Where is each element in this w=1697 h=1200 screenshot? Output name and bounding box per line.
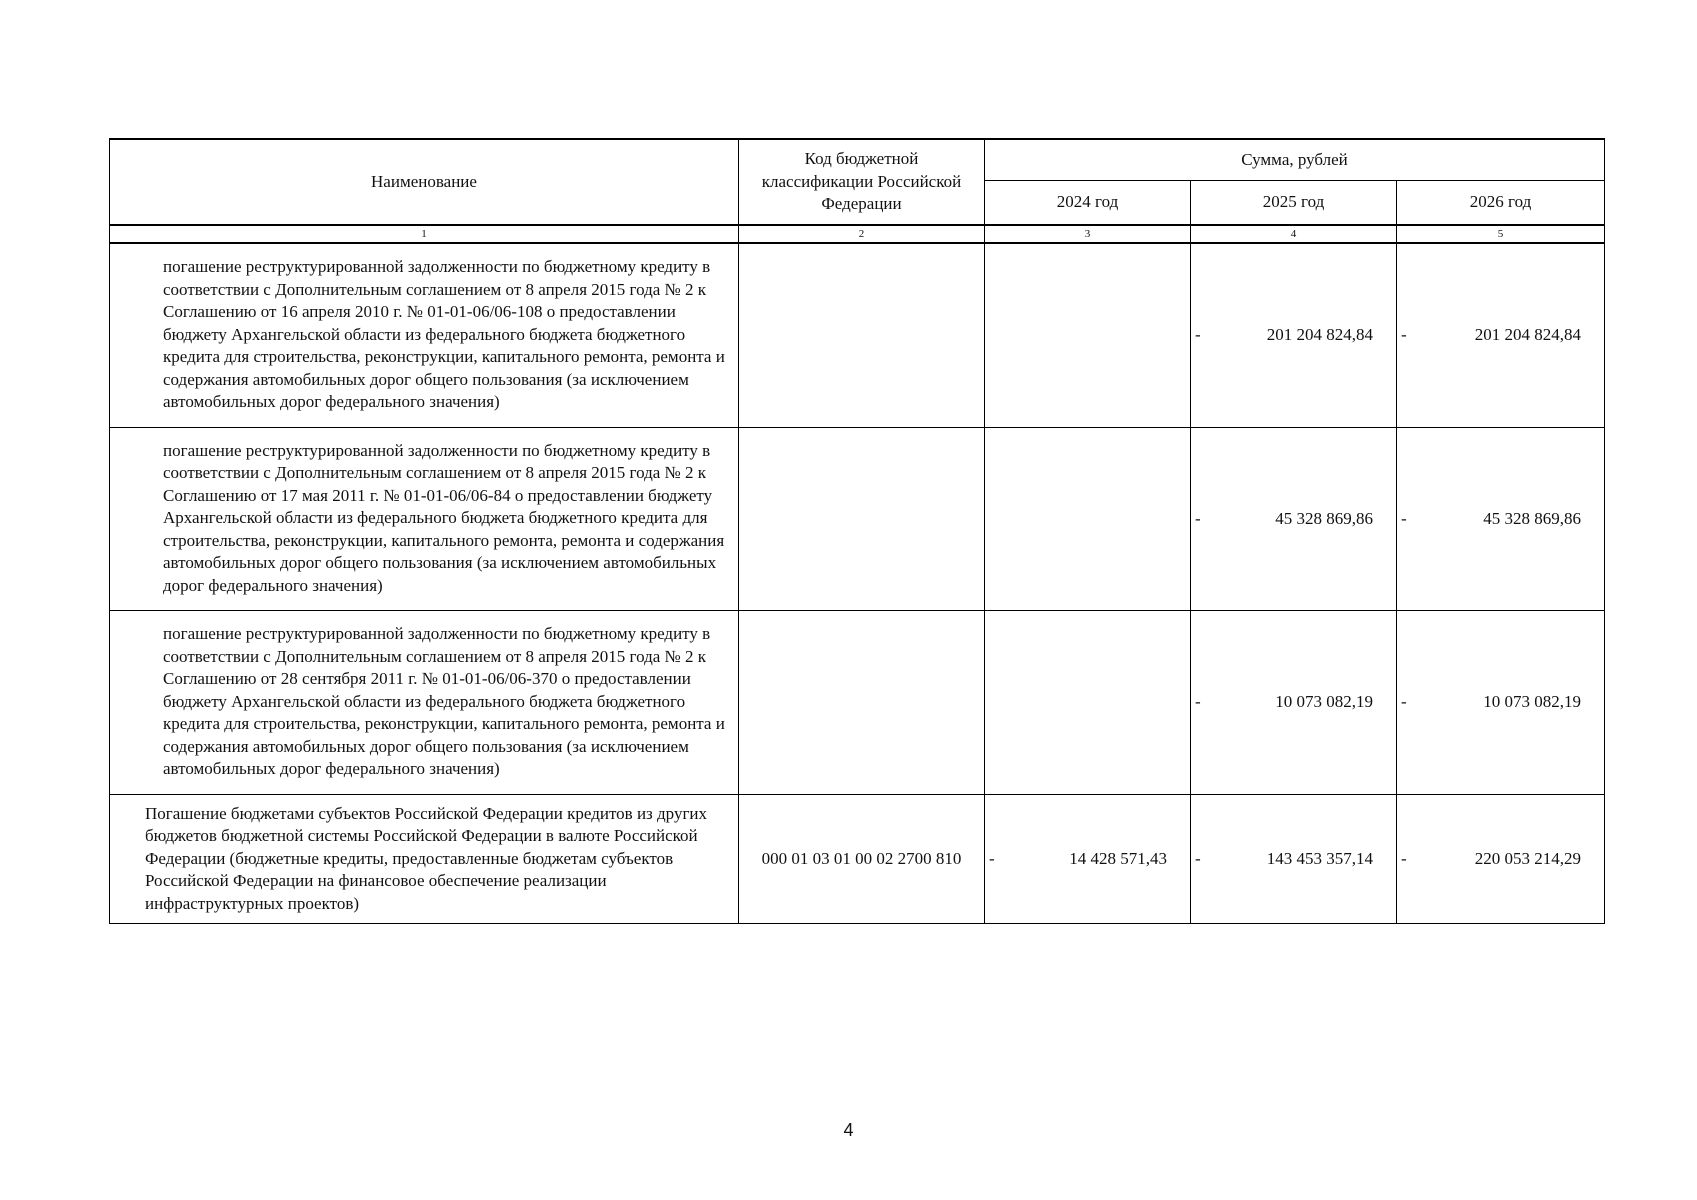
page-number: 4 [843,1120,854,1140]
table-row [110,794,1605,924]
table-row [110,427,1605,611]
amount-value: 143 453 357,14 [1266,848,1373,868]
dash-marker: - [989,848,995,868]
column-number: 4 [1191,225,1397,243]
header-name: Наименование [110,139,739,225]
dash-marker: - [1195,692,1201,711]
amount-value: 201 204 824,84 [1266,325,1373,344]
row-amount-2026 [1397,427,1605,611]
dash-marker: - [1401,848,1407,868]
amount-value: 14 428 571,43 [1069,848,1167,868]
header-year-2024: 2024 год [985,181,1191,226]
table-row [110,611,1605,795]
row-amount-2024 [985,794,1191,924]
row-amount-2025 [1191,611,1397,795]
row-name: погашение реструктурированной задолженности по бюджетному кредиту в соответствии с Дополнительным соглашением от 8 апреля 2015 года № 2 к Соглашению от 17 мая 2011 г. № 01-01-06/06-84 о предоставлении бюджету Архангельской области из федерального бюджета бюджетного кредита для строительства, реконструкции, капитального ремонта, ремонта и содержания автомобильных дорог общего пользования (за исключением автомобильных дорог федерального значения) [110,427,739,611]
budget-table [109,138,1605,924]
amount-value: 45 328 869,86 [1275,508,1373,528]
row-amount-2025 [1191,243,1397,427]
row-code: 000 01 03 01 00 02 2700 810 [739,794,985,924]
amount-value: 45 328 869,86 [1483,508,1582,528]
column-number: 5 [1397,225,1605,243]
amount-value: 220 053 214,29 [1474,848,1582,868]
row-name: погашение реструктурированной задолженности по бюджетному кредиту в соответствии с Дополнительным соглашением от 8 апреля 2015 года № 2 к Соглашению от 28 сентября 2011 г. № 01-01-06/06-370 о предоставлении бюджету Архангельской области из федерального бюджета бюджетного кредита для строительства, реконструкции, капитального ремонта, ремонта и содержания автомобильных дорог общего пользования (за исключением автомобильных дорог федерального значения) [110,611,739,795]
amount-value: 10 073 082,19 [1275,692,1373,711]
row-name: погашение реструктурированной задолженности по бюджетному кредиту в соответствии с Дополнительным соглашением от 8 апреля 2015 года № 2 к Соглашению от 16 апреля 2010 г. № 01-01-06/06-108 о предоставлении бюджету Архангельской области из федерального бюджета бюджетного кредита для строительства, реконструкции, капитального ремонта, ремонта и содержания автомобильных дорог общего пользования (за исключением автомобильных дорог федерального значения) [110,243,739,427]
amount-value: 10 073 082,19 [1483,692,1582,711]
row-amount-2026 [1397,243,1605,427]
column-number: 2 [739,225,985,243]
row-code [739,427,985,611]
row-code [739,611,985,795]
row-amount-2024 [985,611,1191,795]
row-amount-2025 [1191,794,1397,924]
dash-marker: - [1401,692,1407,711]
column-number-row [110,225,1605,243]
header-year-2025: 2025 год [1191,181,1397,226]
row-amount-2024 [985,427,1191,611]
header-year-2026: 2026 год [1397,181,1605,226]
row-amount-2025 [1191,427,1397,611]
row-code [739,243,985,427]
header-sum: Сумма, рублей [985,139,1605,181]
row-amount-2026 [1397,794,1605,924]
amount-value: 201 204 824,84 [1474,325,1582,344]
dash-marker: - [1195,508,1201,528]
row-amount-2026 [1397,611,1605,795]
dash-marker: - [1195,848,1201,868]
header-code: Код бюджетной классификации Российской Федерации [739,139,985,225]
table-row [110,243,1605,427]
row-name: Погашение бюджетами субъектов Российской Федерации кредитов из других бюджетов бюджетной системы Российской Федерации в валюте Российской Федерации (бюджетные кредиты, предоставленные бюджетам субъектов Российской Федерации на финансовое обеспечение реализации инфраструктурных проектов) [110,794,739,924]
dash-marker: - [1195,325,1201,344]
column-number: 3 [985,225,1191,243]
row-amount-2024 [985,243,1191,427]
column-number: 1 [110,225,739,243]
dash-marker: - [1401,508,1407,528]
dash-marker: - [1401,325,1407,344]
header-row-top [110,139,1605,181]
